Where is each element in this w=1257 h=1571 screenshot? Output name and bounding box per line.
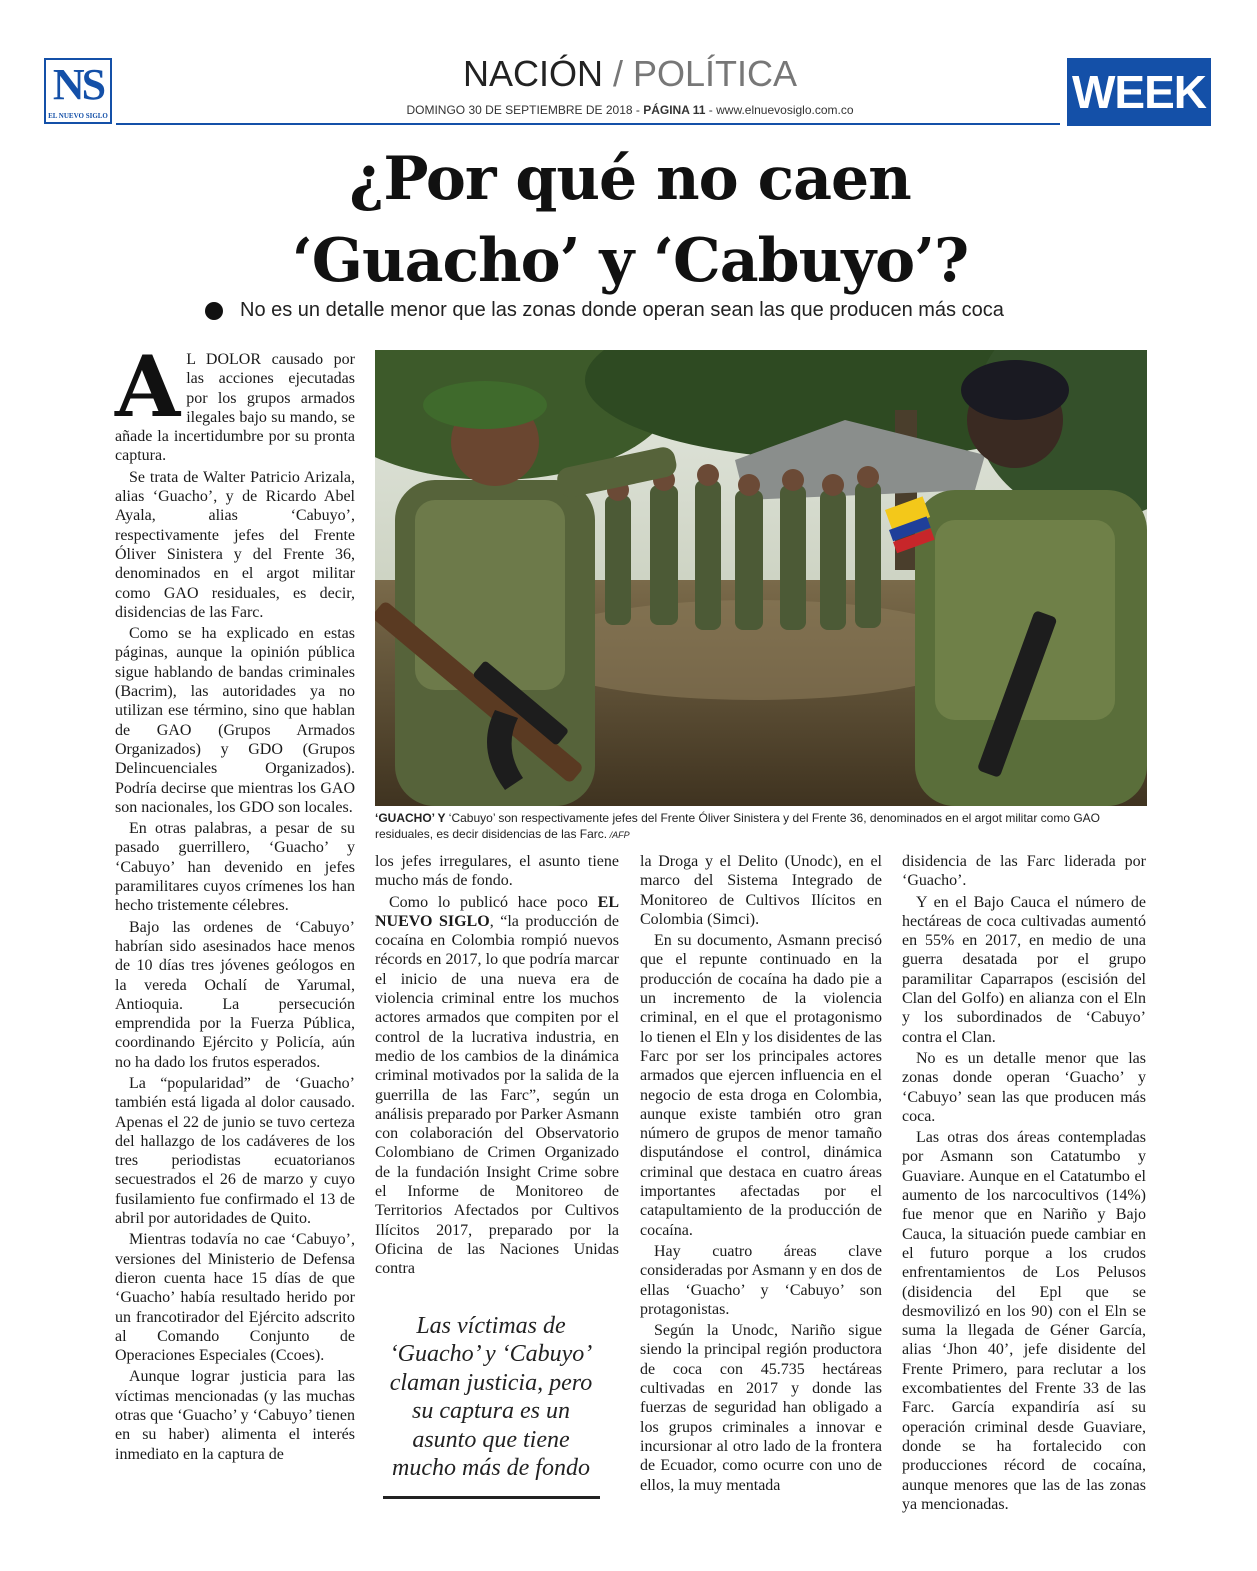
- article-column-1: [115, 337, 355, 1466]
- caption-text: ‘Cabuyo’ son respectivamente jefes del Frente Óliver Sinistera y del Frente 36, denominados en el argot militar como GAO residuales, es decir disidencias de las Farc.: [375, 811, 1101, 841]
- section-title: [300, 54, 960, 94]
- lead-caps: L DOLOR: [186, 351, 262, 368]
- week-label: WEEK: [1072, 66, 1206, 118]
- article-photo[interactable]: [375, 350, 1147, 806]
- article-column-4: [902, 852, 1146, 1516]
- lead-text: causado por las acciones ejecutadas por los grupos armados ilegales bajo su mando, se añade la incertidumbre por su pronta captura.: [115, 351, 355, 465]
- paragraph: la Droga y el Delito (Unodc), en el marco del Sistema Integrado de Monitoreo de Cultivos Ilícitos en Colombia (Simci).: [640, 853, 882, 928]
- paragraph: Hay cuatro áreas clave consideradas por Asmann y en dos de ellas ‘Guacho’ y ‘Cabuyo’ son protagonistas.: [640, 1242, 882, 1318]
- paragraph: Aunque lograr justicia para las víctimas mencionadas (y las muchas otras que ‘Guacho’ y ‘Cabuyo’ tienen en su haber) alimenta el interés inmediato en la captura de: [115, 1368, 355, 1463]
- photo-caption: [375, 810, 1147, 843]
- logo-letters: NS: [52, 60, 104, 109]
- paragraph: Como se ha explicado en estas páginas, aunque la opinión pública sigue hablando de bandas criminales (Bacrim), las autoridades ya no utilizan ese término, sino que hablan de GAO (Grupos Armados Organizados) y GDO (Grupos Delincuenciales Organizados). Podría decirse que mientras los GAO son nacionales, los GDO son locales.: [115, 625, 355, 816]
- photo-credit: /AFP: [607, 830, 630, 840]
- subheadline: No es un detalle menor que las zonas donde operan sean las que producen más coca: [240, 299, 1004, 321]
- paragraph: Bajo las ordenes de ‘Cabuyo’ habrían sido asesinados hace menos de 10 días tres jóvenes geólogos en la vereda Ochalí de Yarumal, Antioquia. La persecución emprendida por la Fuerza Pública, coordinando Ejército y Policía, aún no ha dado los frutos esperados.: [115, 918, 355, 1071]
- paragraph: disidencia de las Farc liderada por ‘Guacho’.: [902, 853, 1146, 890]
- headline-line-1: ¿Por qué no caen: [349, 144, 911, 214]
- pull-quote-rule: [383, 1496, 600, 1499]
- dateline: [300, 103, 960, 117]
- headline: [160, 138, 1100, 302]
- paragraph: En otras palabras, a pesar de su pasado guerrillero, ‘Guacho’ y ‘Cabuyo’ han devenido en jefes paramilitares cuyos crímenes los han hecho tristemente célebres.: [115, 820, 355, 915]
- paragraph: En su documento, Asmann precisó que el repunte continuado en la producción de cocaína ha dado pie a un incremento de la violencia criminal, en el que el protagonismo lo tienen el Eln y los disidentes de las Farc por ser los principales actores armados que ejercen influencia en el negocio de esta droga en Colombia, aunque existe también otro gran número de grupos de menor tamaño disputándose el control, dinámica criminal que destaca en cuatro áreas importantes afectadas por el catapultamiento de la producción de cocaína.: [640, 932, 882, 1239]
- paragraph-text: , “la producción de cocaína en Colombia rompió nuevos récords en 2017, lo que podría marcar el inicio de una nueva era de violencia criminal entre los muchos actores armados que compiten por el control de la lucrativa industria, en medio de los cambios de la dinámica criminal motivados por la salida de la guerrilla de las Farc”, según un análisis preparado por Parker Asmann con colaboración del Observatorio Colombiano de Crimen Organizado de la fundación Insight Crime sobre el Informe de Monitoreo de Territorios Afectados por Cultivos Ilícitos 2017, preparado por la Oficina de las Naciones Unidas contra: [375, 912, 619, 1278]
- paragraph: Y en el Bajo Cauca el número de hectáreas de coca cultivadas aumentó en 55% en 2017, en medio de una guerra desatada por el grupo paramilitar Caparrapos (escisión del Clan del Golfo) en alianza con el Eln y los subordinados de ‘Cabuyo’ contra el Clan.: [902, 893, 1146, 1046]
- page-number: PÁGINA 11: [643, 103, 706, 117]
- paragraph: Se trata de Walter Patricio Arizala, alias ‘Guacho’, y de Ricardo Abel Ayala, alias ‘Cabuyo’, respectivamente jefes del Frente Óliver Sinistera y del Frente 36, denominados en el argot militar como GAO residuales, es decir, disidencias de las Farc.: [115, 468, 355, 621]
- caption-lead: ‘GUACHO’ Y: [375, 811, 446, 825]
- header-divider: [116, 123, 1060, 125]
- lead-paragraph: [115, 337, 355, 466]
- logo-subtitle: EL NUEVO SIGLO: [48, 112, 108, 120]
- soldiers-photo-illustration: [375, 350, 1147, 806]
- section-separator: /: [602, 53, 633, 94]
- section-sub: POLÍTICA: [632, 53, 798, 94]
- week-badge[interactable]: [1067, 58, 1211, 126]
- paragraph: Según la Unodc, Nariño sigue siendo la principal región productora de coca con 45.735 hectáreas cultivadas en 2017 y donde las fuerzas de seguridad han obligado a los grupos criminales a innovar e incursionar al otro lado de la frontera de Ecuador, como ocurre con uno de ellos, la muy mentada: [640, 1322, 882, 1494]
- paragraph: [375, 893, 619, 1279]
- section-main: NACIÓN: [462, 53, 603, 94]
- paragraph-text: Como lo publicó hace poco: [389, 893, 598, 911]
- paragraph: los jefes irregulares, el asunto tiene mucho más de fondo.: [375, 853, 619, 890]
- drop-cap: A: [115, 337, 181, 436]
- article-column-2: [375, 852, 619, 1281]
- date-text: DOMINGO 30 DE SEPTIEMBRE DE 2018 -: [406, 103, 644, 117]
- paragraph: La “popularidad” de ‘Guacho’ también está ligada al dolor causado. Apenas el 22 de junio se tuvo certeza del hallazgo de los cadáveres de los tres periodistas ecuatorianos secuestrados el 26 de marzo y cuyo fusilamiento fue confirmado el 13 de abril por autoridades de Quito.: [115, 1074, 355, 1228]
- newspaper-name: EL NUEVO SIGLO: [375, 893, 619, 930]
- paragraph: Las otras dos áreas contempladas por Asmann son Catatumbo y Guaviare. Aunque en el Catatumbo el aumento de los narcocultivos (14%) fue menor que en Nariño y Bajo Cauca, la situación puede cambiar en el futuro porque a los crudos enfrentamientos de Los Pelusos (disidencia del Epl que se desmovilizó en los 90) con el Eln se suma la llegada de Géner García, alias ‘Jhon 40’, jefe disidente del Frente Primero, para reclutar a los excombatientes del Frente 33 de las Farc. García expandiría así su operación criminal desde Guaviare, donde se ha fortalecido con producciones récord de cocaína, aunque menores que las de las zonas ya mencionadas.: [902, 1129, 1146, 1513]
- newspaper-logo[interactable]: [44, 58, 112, 124]
- headline-line-2: ‘Guacho’ y ‘Cabuyo’?: [291, 226, 969, 296]
- article-column-3: [640, 852, 882, 1497]
- paragraph: No es un detalle menor que las zonas donde operan ‘Guacho’ y ‘Cabuyo’ sean las que producen más coca.: [902, 1049, 1146, 1125]
- bullet-icon: [205, 302, 223, 320]
- pull-quote: Las víctimas de ‘Guacho’ y ‘Cabuyo’ claman justicia, pero su captura es un asunto que tiene mucho más de fondo: [389, 1313, 593, 1482]
- paragraph: Mientras todavía no cae ‘Cabuyo’, versiones del Ministerio de Defensa dieron cuenta hace 15 días de que ‘Guacho’ había resultado herido por un francotirador del Ejército adscrito al Comando Conjunto de Operaciones Especiales (Ccoes).: [115, 1231, 355, 1365]
- site-url: - www.elnuevosiglo.com.co: [705, 103, 854, 117]
